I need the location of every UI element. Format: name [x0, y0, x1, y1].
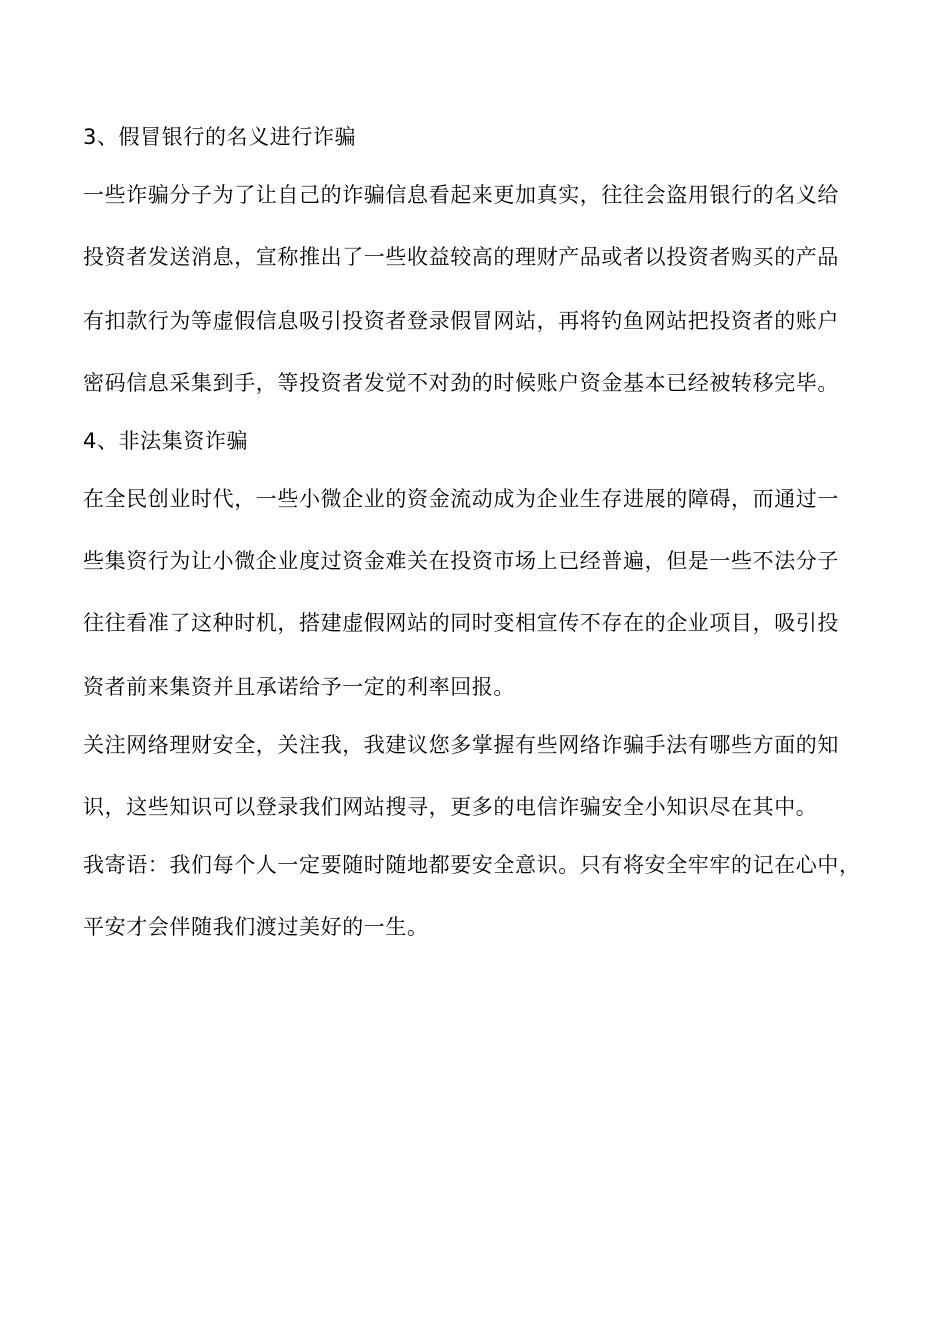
section-3-paragraph-line-4: 密码信息采集到手，等投资者发觉不对劲的时候账户资金基本已经被转移完毕。	[83, 371, 839, 395]
section-4-paragraph-line-1: 在全民创业时代，一些小微企业的资金流动成为企业生存进展的障碍，而通过一	[83, 487, 839, 511]
section-4-paragraph-line-3: 往往看准了这种时机，搭建虚假网站的同时变相宣传不存在的企业项目，吸引投	[83, 611, 839, 635]
section-4-paragraph-line-2: 些集资行为让小微企业度过资金难关在投资市场上已经普遍，但是一些不法分子	[83, 549, 839, 573]
advice-paragraph-line-2: 识，这些知识可以登录我们网站搜寻，更多的电信诈骗安全小知识尽在其中。	[83, 795, 818, 819]
section-4-heading: 4、非法集资诈骗	[83, 429, 249, 453]
section-3-paragraph-line-2: 投资者发送消息，宣称推出了一些收益较高的理财产品或者以投资者购买的产品	[83, 245, 839, 269]
section-3-paragraph-line-1: 一些诈骗分子为了让自己的诈骗信息看起来更加真实，往往会盗用银行的名义给	[83, 183, 839, 207]
closing-paragraph-line-2: 平安才会伴随我们渡过美好的一生。	[83, 915, 429, 939]
advice-paragraph-line-1: 关注网络理财安全，关注我，我建议您多掌握有些网络诈骗手法有哪些方面的知	[83, 733, 839, 757]
closing-paragraph-line-1: 我寄语：我们每个人一定要随时随地都要安全意识。只有将安全牢牢的记在心中，	[83, 853, 861, 877]
section-3-heading: 3、假冒银行的名义进行诈骗	[83, 125, 357, 149]
section-4-paragraph-line-4: 资者前来集资并且承诺给予一定的利率回报。	[83, 675, 515, 699]
section-3-paragraph-line-3: 有扣款行为等虚假信息吸引投资者登录假冒网站，再将钓鱼网站把投资者的账户	[83, 309, 839, 333]
